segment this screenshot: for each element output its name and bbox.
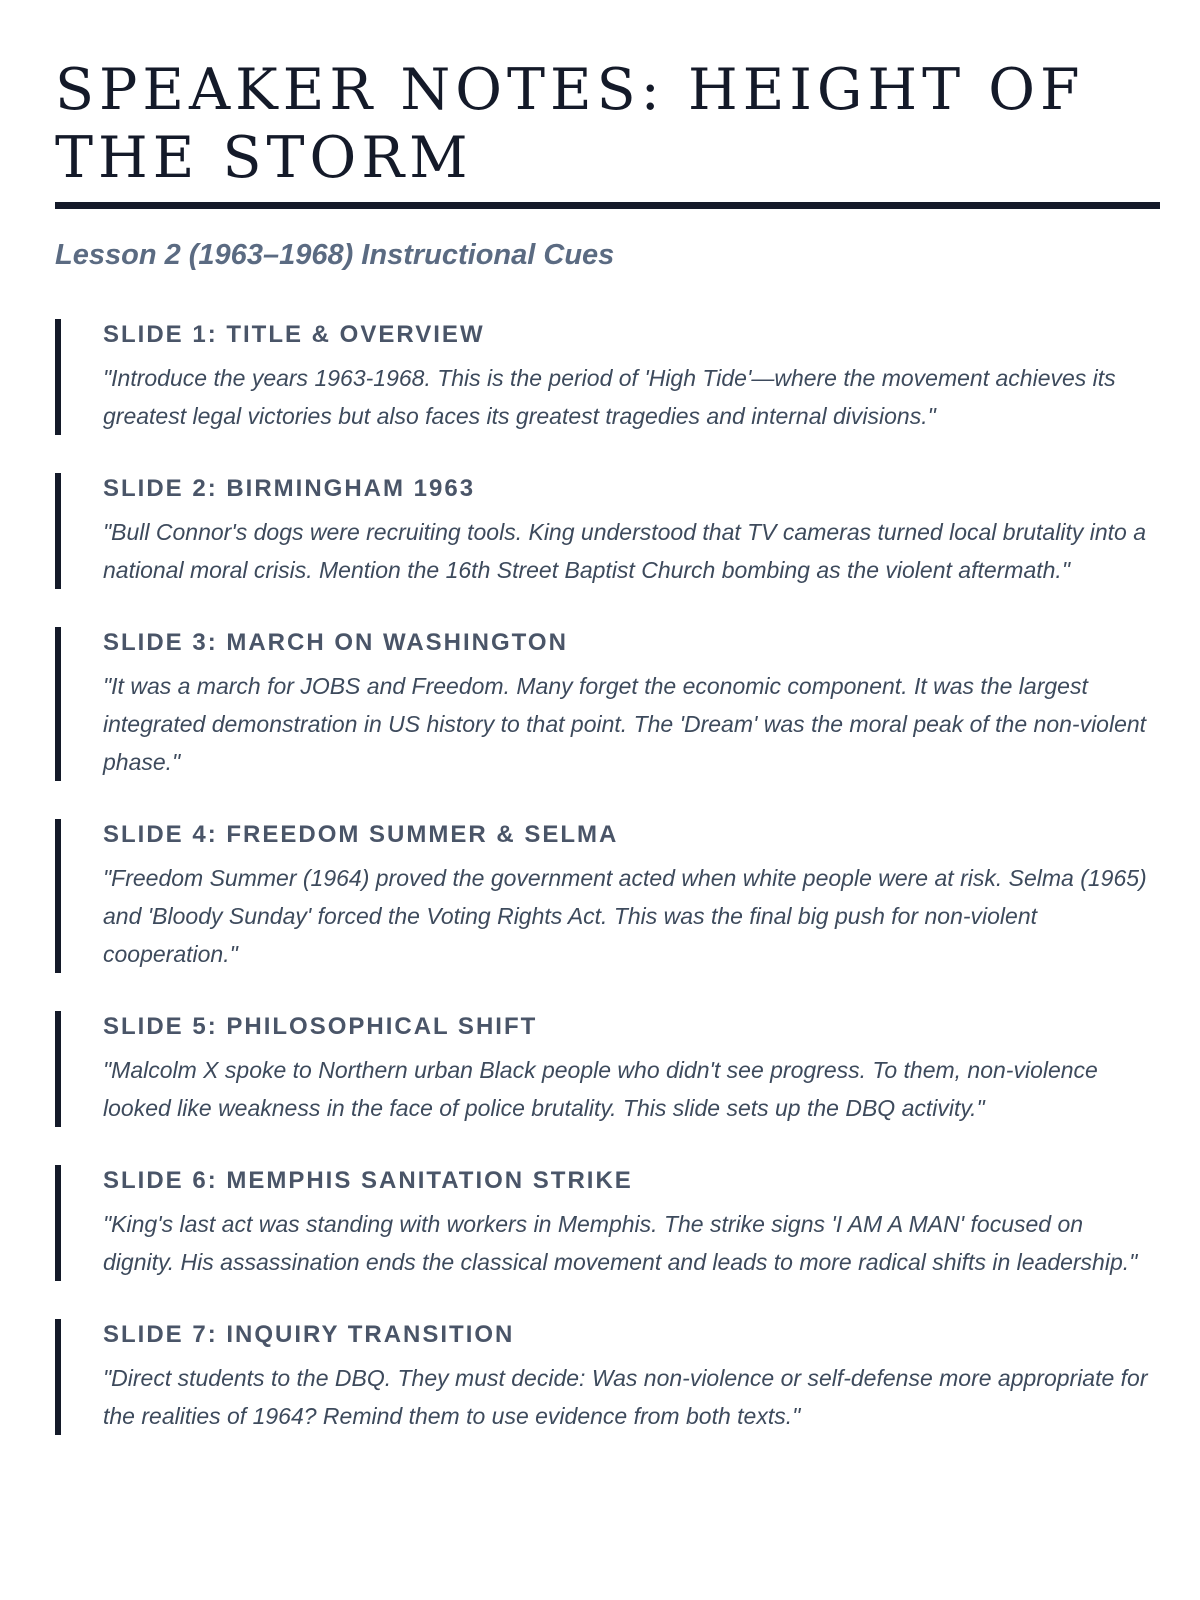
slide-note-text: "Freedom Summer (1964) proved the government acted when white people were at risk. Selma (1965) and 'Bloody Sunday' forced the Voting Rights Act. This was the final big push for non-violent cooperation.": [103, 865, 1147, 967]
slide-title: SLIDE 3: MARCH ON WASHINGTON: [103, 629, 568, 656]
slide-note-4: [55, 819, 1160, 973]
slide-title: SLIDE 5: PHILOSOPHICAL SHIFT: [103, 1013, 538, 1040]
slide-title: SLIDE 2: BIRMINGHAM 1963: [103, 475, 476, 502]
slide-note-text: "It was a march for JOBS and Freedom. Many forget the economic component. It was the largest integrated demonstration in US history to that point. The 'Dream' was the moral peak of the non-violent phase.": [103, 673, 1147, 775]
slide-title: SLIDE 1: TITLE & OVERVIEW: [103, 321, 485, 348]
slide-title: SLIDE 4: FREEDOM SUMMER & SELMA: [103, 821, 619, 848]
slide-note-text: "King's last act was standing with workers in Memphis. The strike signs 'I AM A MAN' focused on dignity. His assassination ends the classical movement and leads to more radical shifts in leadership.": [103, 1211, 1138, 1275]
slide-note-text: "Bull Connor's dogs were recruiting tools. King understood that TV cameras turned local brutality into a national moral crisis. Mention the 16th Street Baptist Church bombing as the violent aftermath.": [103, 519, 1146, 583]
slide-note-5: [55, 1011, 1160, 1127]
title-divider: [55, 202, 1160, 209]
slide-title: SLIDE 7: INQUIRY TRANSITION: [103, 1321, 515, 1348]
slide-note-1: [55, 319, 1160, 435]
slide-notes-list: [55, 319, 1160, 1435]
slide-note-text: "Direct students to the DBQ. They must decide: Was non-violence or self-defense more appropriate for the realities of 1964? Remind them to use evidence from both texts.": [103, 1365, 1148, 1429]
slide-note-2: [55, 473, 1160, 589]
slide-title: SLIDE 6: MEMPHIS SANITATION STRIKE: [103, 1167, 633, 1194]
slide-note-7: [55, 1319, 1160, 1435]
slide-note-text: "Introduce the years 1963-1968. This is the period of 'High Tide'—where the movement achieves its greatest legal victories but also faces its greatest tragedies and internal divisions.": [103, 365, 1116, 429]
page-subtitle: Lesson 2 (1963–1968) Instructional Cues: [55, 239, 615, 271]
slide-note-6: [55, 1165, 1160, 1281]
speaker-notes-page: [55, 56, 1160, 1473]
slide-note-3: [55, 627, 1160, 781]
slide-note-text: "Malcolm X spoke to Northern urban Black people who didn't see progress. To them, non-violence looked like weakness in the face of police brutality. This slide sets up the DBQ activity.": [103, 1057, 1098, 1121]
page-title: SPEAKER NOTES: HEIGHT OF THE STORM: [55, 57, 1085, 191]
